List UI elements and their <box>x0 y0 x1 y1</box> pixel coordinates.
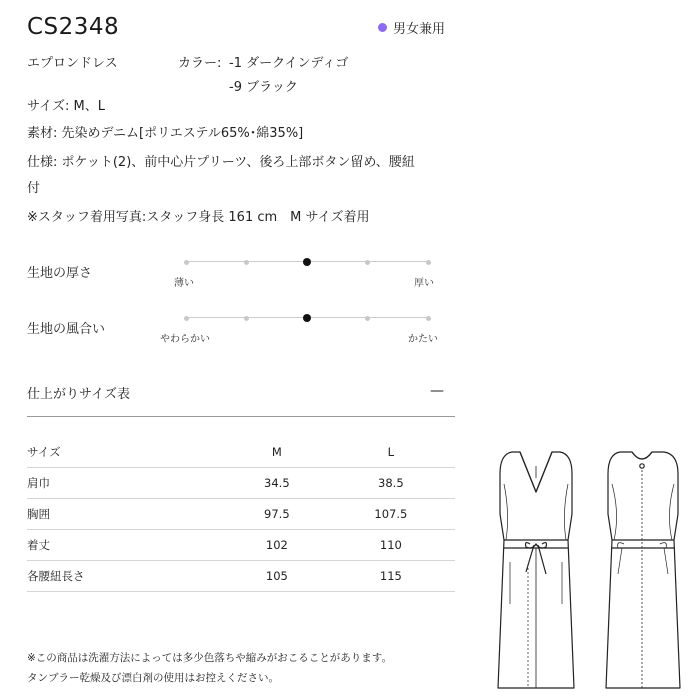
care-note: ※この商品は洗濯方法によっては多少色落ちや縮みがおこることがあります。 <box>27 652 392 664</box>
spec-info-cont: 付 <box>27 181 41 196</box>
size-table <box>27 437 455 592</box>
texture-min-label: やわらかい <box>160 334 210 345</box>
row-value-l: 38.5 <box>327 468 455 499</box>
divider <box>27 416 455 417</box>
gender-dot-icon <box>378 23 387 32</box>
texture-scale-dot-2 <box>244 316 249 321</box>
row-label: 胸囲 <box>27 499 227 530</box>
thickness-min-label: 薄い <box>174 278 194 289</box>
thickness-scale-dot-1 <box>184 260 189 265</box>
row-value-l: 110 <box>327 530 455 561</box>
table-row <box>27 530 455 561</box>
gender-badge <box>378 18 445 37</box>
thickness-scale-dot-3 <box>303 258 311 266</box>
header-size: サイズ <box>27 437 227 468</box>
texture-scale <box>186 311 428 325</box>
texture-scale-dot-5 <box>426 316 431 321</box>
spec-info: 仕様: ポケット(2)、前中心片プリーツ、後ろ上部ボタン留め、腰紐 <box>27 155 415 170</box>
size-info: サイズ: M、L <box>27 99 105 114</box>
thickness-scale-dot-4 <box>365 260 370 265</box>
gender-label: 男女兼用 <box>393 22 446 37</box>
texture-max-label: かたい <box>408 334 438 345</box>
texture-scale-dot-4 <box>365 316 370 321</box>
color-option-2: -9 ブラック <box>229 80 298 95</box>
row-value-m: 34.5 <box>227 468 327 499</box>
row-value-l: 115 <box>327 561 455 592</box>
garment-back-view <box>606 452 680 688</box>
color-option-1: -1 ダークインディゴ <box>229 56 349 71</box>
texture-scale-dot-1 <box>184 316 189 321</box>
size-table-toggle-icon[interactable]: — <box>430 383 444 399</box>
thickness-scale-dot-2 <box>244 260 249 265</box>
care-note-2: タンブラー乾燥及び漂白剤の使用はお控えください。 <box>27 672 279 684</box>
staff-note: ※スタッフ着用写真:スタッフ身長 161 cm M サイズ着用 <box>27 210 370 225</box>
texture-scale-dot-3 <box>303 314 311 322</box>
thickness-max-label: 厚い <box>414 278 434 289</box>
texture-label: 生地の風合い <box>27 322 106 337</box>
thickness-scale <box>186 255 428 269</box>
garment-illustration <box>488 444 700 694</box>
size-table-title: 仕上がりサイズ表 <box>27 387 130 402</box>
row-value-m: 105 <box>227 561 327 592</box>
row-value-m: 97.5 <box>227 499 327 530</box>
table-row <box>27 499 455 530</box>
header-m: M <box>227 437 327 468</box>
table-row <box>27 468 455 499</box>
product-code: CS2348 <box>27 14 120 40</box>
thickness-label: 生地の厚さ <box>27 266 93 281</box>
table-header-row <box>27 437 455 468</box>
product-name: エプロンドレス <box>27 56 118 71</box>
thickness-scale-dot-5 <box>426 260 431 265</box>
row-label: 着丈 <box>27 530 227 561</box>
garment-front-view <box>498 452 574 688</box>
row-value-l: 107.5 <box>327 499 455 530</box>
row-label: 各腰紐長さ <box>27 561 227 592</box>
material-info: 素材: 先染めデニム[ポリエステル65%･綿35%] <box>27 126 304 141</box>
row-label: 肩巾 <box>27 468 227 499</box>
table-row <box>27 561 455 592</box>
color-label: カラー: <box>178 56 222 71</box>
row-value-m: 102 <box>227 530 327 561</box>
header-l: L <box>327 437 455 468</box>
